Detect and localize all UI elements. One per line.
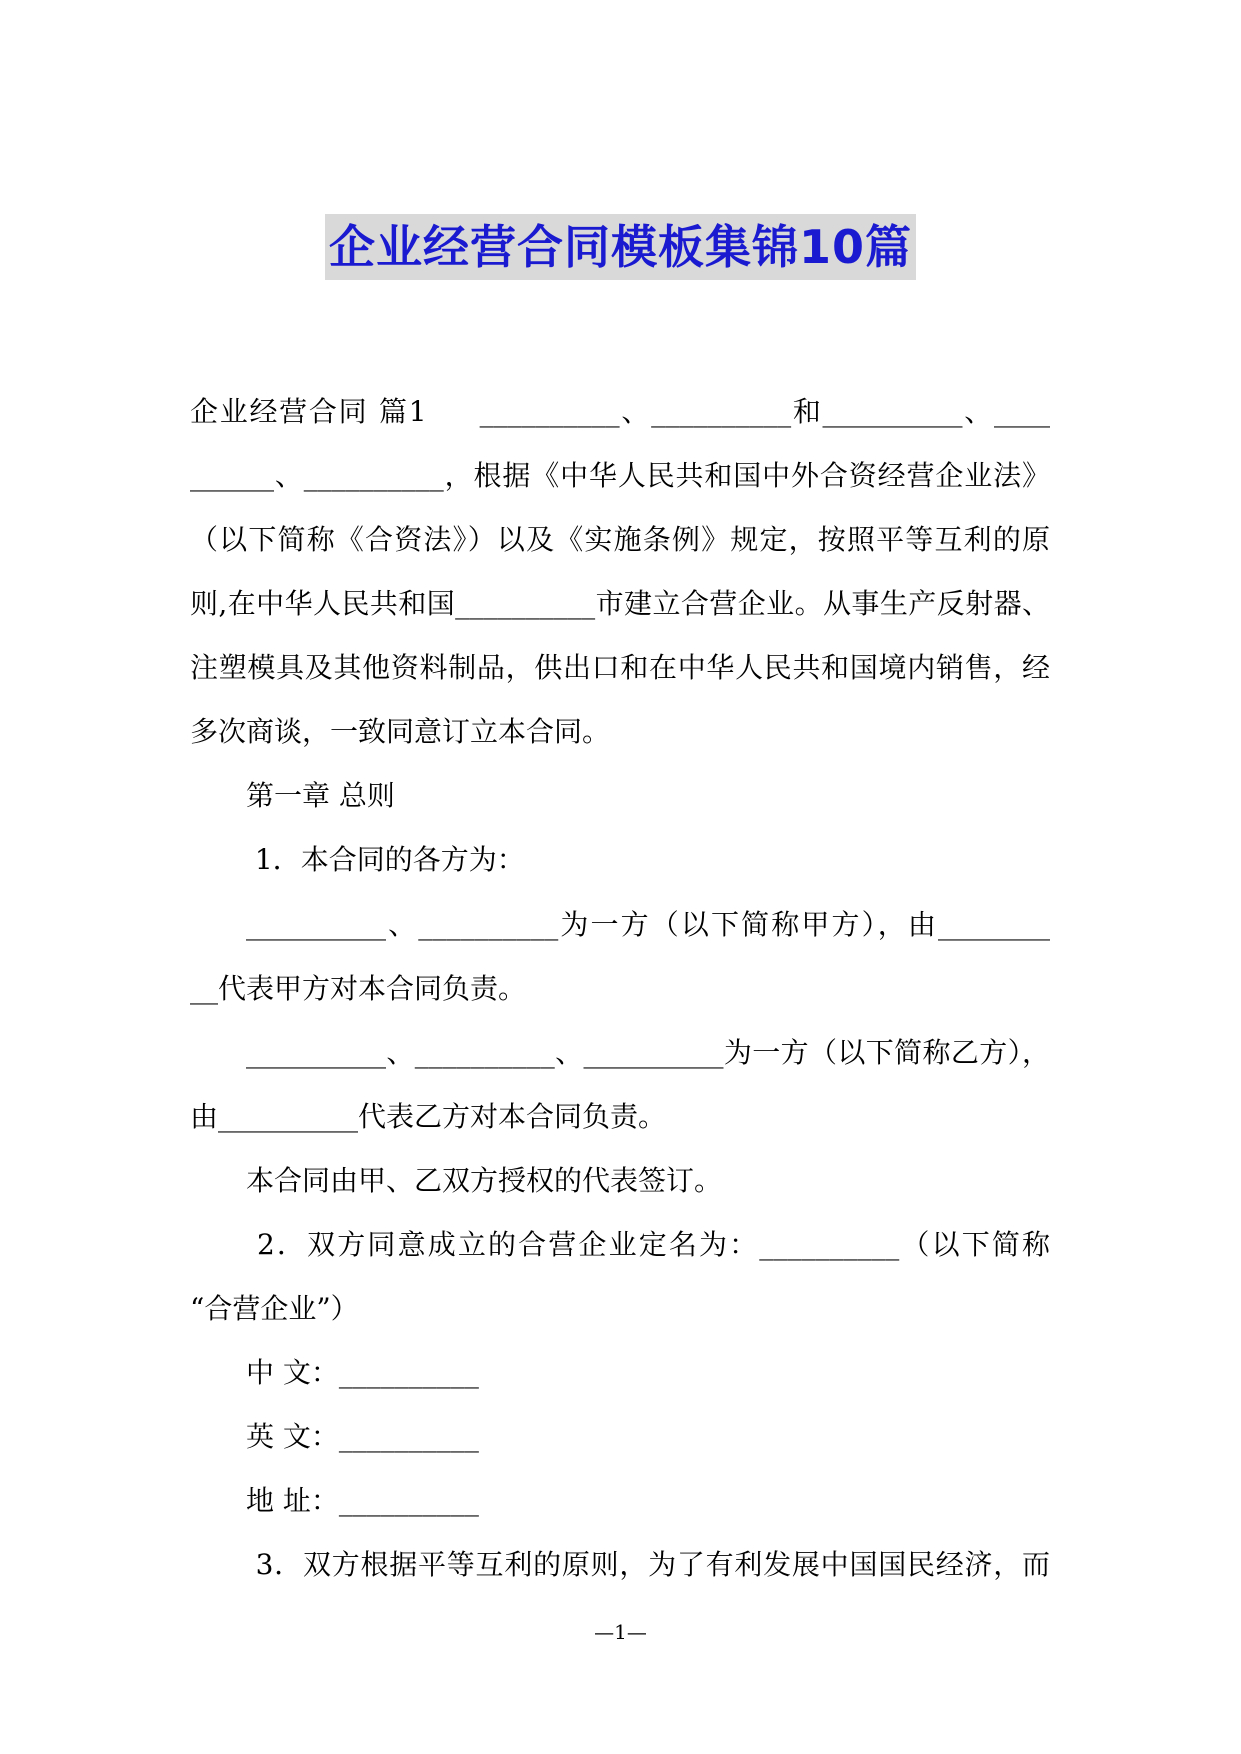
paragraph-line: 本合同由甲、乙双方授权的代表签订。: [246, 1164, 723, 1197]
field-english-name: 英 文：__________: [246, 1420, 479, 1453]
paragraph-line: __代表甲方对本合同负责。: [190, 972, 527, 1005]
paragraph-line: （以下简称《合资法》）以及《实施条例》规定，按照平等互利的原: [190, 523, 1050, 556]
paragraph-line: 注塑模具及其他资料制品，供出口和在中华人民共和国境内销售，经: [190, 651, 1050, 684]
document-title: 企业经营合同模板集锦10篇: [325, 214, 916, 280]
paragraph-line: “合营企业”）: [190, 1292, 359, 1325]
clause-heading: 3．双方根据平等互利的原则，为了有利发展中国国民经济，而: [246, 1548, 1050, 1581]
paragraph-line: 由__________代表乙方对本合同负责。: [190, 1100, 667, 1133]
paragraph-line: 企业经营合同 篇1 __________、__________和__________、____: [190, 395, 1050, 428]
field-chinese-name: 中 文：__________: [246, 1356, 479, 1389]
paragraph-line: __________、__________为一方（以下简称甲方），由________: [246, 908, 1050, 941]
paragraph-line: 则,在中华人民共和国__________市建立合营企业。从事生产反射器、: [190, 587, 1050, 620]
chapter-heading: 第一章 总则: [246, 779, 395, 812]
paragraph-line: __________、__________、__________为一方（以下简称乙方），: [246, 1036, 1050, 1069]
field-address: 地 址：__________: [246, 1484, 479, 1517]
clause-heading: 2．双方同意成立的合营企业定名为：__________（以下简称: [246, 1228, 1050, 1261]
paragraph-line: 多次商谈，一致同意订立本合同。: [190, 715, 611, 748]
paragraph-line: ______、__________，根据《中华人民共和国中外合资经营企业法》: [190, 459, 1050, 492]
page-number: —1—: [594, 1620, 647, 1644]
title-container: [0, 214, 1241, 280]
clause-heading: 1．本合同的各方为：: [246, 843, 525, 876]
